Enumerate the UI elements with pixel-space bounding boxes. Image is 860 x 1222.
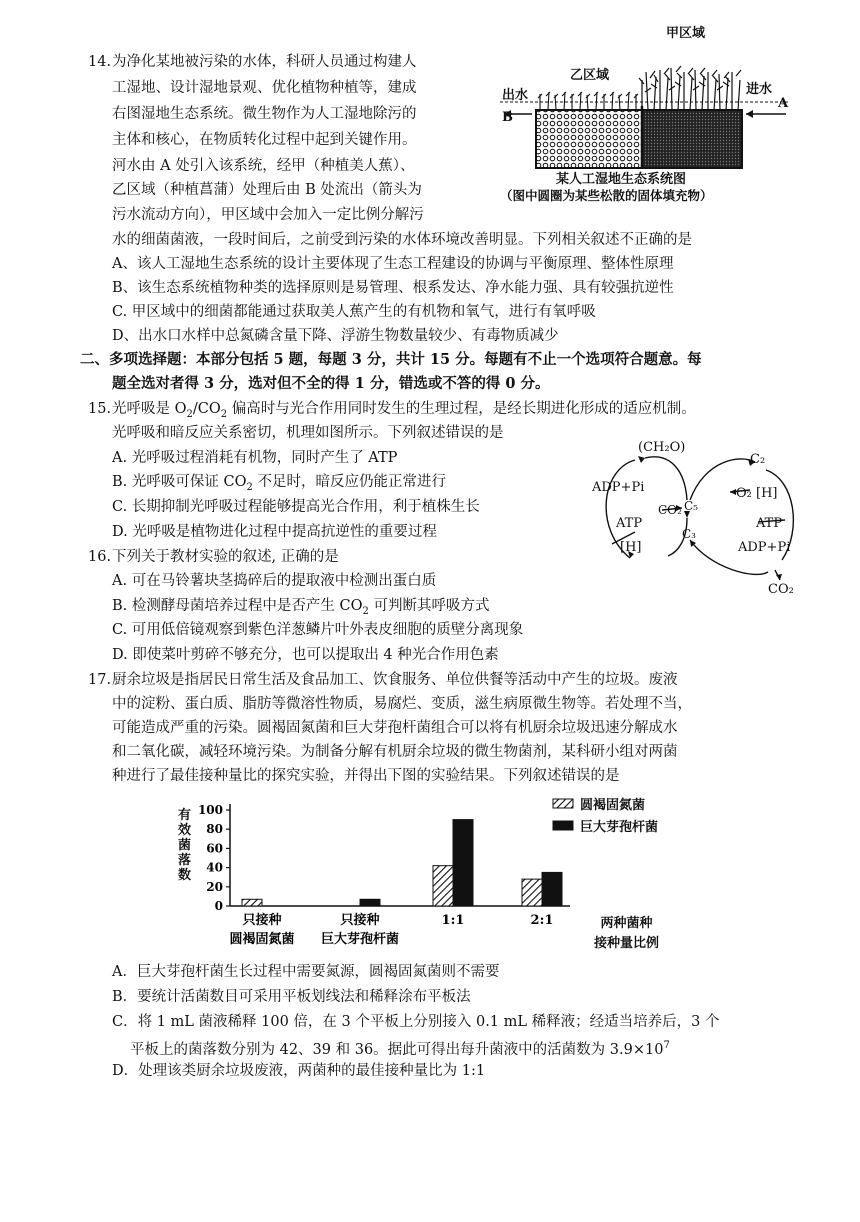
label-o2-h [736, 486, 778, 502]
chart-x-tick-label: 巨大芽孢杆菌 [320, 932, 400, 947]
q14-option-c: C. 甲区域中的细菌都能通过获取美人蕉产生的有机物和氧气，进行有氧呼吸 [112, 304, 596, 320]
label-co2-out: CO₂ [768, 582, 794, 597]
q14-line-3: 右图湿地生态系统。微生物作为人工湿地除污的 [112, 106, 417, 122]
chart-y-tick-label: 80 [206, 822, 223, 837]
plants-zone-yi [538, 92, 638, 110]
q17-line-4: 和二氧化碳，减轻环境污染。为制备分解有机厨余垃圾的微生物菌剂，某科研小组对两菌 [112, 744, 678, 760]
chart-x-tick-label: 1:1 [441, 913, 465, 928]
label-c2: C₂ [750, 452, 766, 467]
label-h-left: [H] [620, 540, 642, 555]
legend-swatch-hatched [552, 798, 574, 809]
q15-number: 15. [88, 401, 112, 417]
chart-bar [360, 899, 380, 906]
outlet-label: 出水 [502, 88, 529, 103]
legend-item-1 [552, 792, 658, 814]
legend-label-2: 巨大芽孢杆菌 [580, 819, 659, 835]
basin-zone-yi [536, 110, 642, 168]
q14-option-d: D、出水口水样中总氮磷含量下降、浮游生物数量较少、有毒物质减少 [112, 328, 559, 344]
inlet-arrow [746, 110, 753, 118]
left-cycle-arc-top [645, 457, 687, 500]
q14-option-a: A、该人工湿地生态系统的设计主要体现了生态工程建设的协调与平衡原理、整体性原理 [112, 256, 674, 272]
label-c5: C₅ [684, 499, 698, 513]
chart-bar [242, 899, 262, 906]
q17-option-c-line-1: C．将 1 mL 菌液稀释 100 倍，在 3 个平板上分别接入 0.1 mL 稀释液；经适当培养后，3 个 [112, 1014, 720, 1030]
chart-x-tick-label: 圆褐固氮菌 [229, 932, 295, 947]
q15-line-2: 光呼吸和暗反应关系密切，机理如图所示。下列叙述错误的是 [112, 425, 504, 441]
q15-option-b: B. 光呼吸可保证 $CO_2$ 不足时，暗反应仍能正常进行 [112, 474, 446, 493]
legend-item-2 [552, 814, 658, 836]
q16-stem: 下列关于教材实验的叙述, 正确的是 [112, 549, 339, 565]
chart-y-tick-label: 100 [197, 803, 223, 817]
chart-y-tick-label: 60 [206, 841, 223, 856]
legend-swatch-solid [552, 820, 574, 831]
figure-note: （图中圆圈为某些松散的固体填充物） [500, 188, 713, 203]
chart-legend [552, 792, 658, 836]
q16-option-b: B. 检测酵母菌培养过程中是否产生 $CO_2$ 可判断其呼吸方式 [112, 598, 490, 617]
chart-ylabel: 有效菌落数 [178, 808, 192, 883]
q17-option-d: D．处理该类厨余垃圾废液，两菌种的最佳接种量比为 1:1 [112, 1063, 486, 1079]
basin-zone-jia [642, 110, 742, 168]
q17-line-2: 中的淀粉、蛋白质、脂肪等微溶性物质，易腐烂、变质，滋生病原微生物等。若处理不当， [112, 696, 692, 712]
q14-line-1: 为净化某地被污染的水体，科研人员通过构建人 [112, 54, 417, 70]
label-atp-left: ATP [616, 516, 643, 531]
q14-option-b: B、该生态系统植物种类的选择原则是易管理、根系发达、净水能力强、具有较强抗逆性 [112, 280, 674, 296]
chart-x-tick-label: 只接种 [340, 913, 380, 928]
label-ch2o: (CH₂O) [638, 440, 686, 455]
chart-bar [522, 879, 542, 906]
chart-x-tick-label: 2:1 [530, 913, 554, 928]
q17-number: 17. [88, 672, 112, 688]
q14-line-6: 乙区域（种植菖蒲）处理后由 B 处流出（箭头为 [112, 182, 422, 198]
chart-y-tick-label: 40 [206, 860, 223, 875]
zone-jia-label: 甲区域 [666, 26, 706, 41]
figure-caption: 某人工湿地生态系统图 [556, 172, 687, 187]
label-h-right: [H] [756, 486, 778, 501]
label-o2: O₂ [736, 486, 752, 501]
label-co2-mid: CO₂ [658, 503, 682, 517]
inlet-label: 进水 [746, 82, 773, 97]
q17-line-1: 厨余垃圾是指居民日常生活及食品加工、饮食服务、单位供餐等活动中产生的垃圾。废液 [112, 672, 678, 688]
q15-option-c: C. 长期抑制光呼吸过程能够提高光合作用，利于植株生长 [112, 499, 480, 515]
chart-xlabel: 两种菌种 接种量比例 [594, 916, 660, 951]
q14-line-7: 污水流动方向），甲区域中会加入一定比例分解污 [112, 207, 424, 223]
label-c3: C₃ [682, 527, 696, 541]
q14-number: 14. [88, 54, 112, 70]
q14-line-8: 水的细菌菌液，一段时间后，之前受到污染的水体环境改善明显。下列相关叙述不正确的是 [112, 232, 692, 248]
q17-line-3: 可能造成严重的污染。圆褐固氮菌和巨大芽孢杆菌组合可以将有机厨余垃圾迅速分解成水 [112, 720, 678, 736]
colony-bar-chart [170, 788, 730, 958]
section-2-line-1: 二、多项选择题：本部分包括 5 题，每题 3 分，共计 15 分。每题有不止一个选项符合题意。每 [80, 351, 702, 368]
q17-line-5: 种进行了最佳接种量比的探究实验，并得出下图的实验结果。下列叙述错误的是 [112, 768, 620, 784]
q16-option-a: A. 可在马铃薯块茎捣碎后的提取液中检测出蛋白质 [112, 573, 437, 589]
q16-option-d: D. 即使菜叶剪碎不够充分，也可以提取出 4 种光合作用色素 [112, 647, 499, 663]
q14-line-5: 河水由 A 处引入该系统，经甲（种植美人蕉）、 [112, 158, 415, 174]
q17-option-b: B．要统计活菌数目可采用平板划线法和稀释涂布平板法 [112, 989, 471, 1005]
section-2-line-2: 题全选对者得 3 分，选对但不全的得 1 分，错选或不答的得 0 分。 [112, 375, 550, 392]
point-a-label: A [778, 96, 789, 111]
chart-bar [453, 820, 473, 906]
photorespiration-diagram [590, 440, 805, 600]
q17-option-c-line-2: 平板上的菌落数分别为 42、39 和 36。据此可得出每升菌液中的活菌数为 $3.9\times 10^7$ [130, 1040, 670, 1058]
q15-line-1: 光呼吸是 $O_2/CO_2$ 偏高时与光合作用同时发生的生理过程，是经长期进化形成的适应机制。 [112, 401, 696, 420]
q15-option-a: A. 光呼吸过程消耗有机物，同时产生了 ATP [112, 450, 398, 466]
chart-x-tick-label: 只接种 [242, 913, 282, 928]
chart-y-tick-label: 20 [206, 879, 223, 894]
label-adp-pi-left: ADP+Pi [592, 480, 645, 495]
point-b-label: B [502, 110, 513, 125]
wetland-figure [500, 22, 790, 202]
q17-option-a: A．巨大芽孢杆菌生长过程中需要氮源，圆褐固氮菌则不需要 [112, 964, 500, 980]
chart-bar [542, 872, 562, 906]
zone-yi-label: 乙区域 [570, 68, 610, 83]
chart-bar [433, 866, 453, 906]
chart-y-tick-label: 0 [214, 899, 223, 913]
q16-option-c: C. 可用低倍镜观察到紫色洋葱鳞片叶外表皮细胞的质壁分离现象 [112, 622, 524, 638]
q14-line-4: 主体和核心，在物质转化过程中起到关键作用。 [112, 132, 417, 148]
q16-number: 16. [88, 549, 112, 565]
legend-label-1: 圆褐固氮菌 [580, 797, 646, 813]
plants-zone-jia [639, 66, 741, 110]
q14-line-2: 工湿地、设计湿地景观、优化植物种植等，建成 [112, 80, 417, 96]
label-atp-right: ATP [756, 516, 783, 531]
q15-option-d: D. 光呼吸是植物进化过程中提高抗逆性的重要过程 [112, 524, 437, 540]
label-adp-pi-right: ADP+Pi [738, 540, 791, 555]
